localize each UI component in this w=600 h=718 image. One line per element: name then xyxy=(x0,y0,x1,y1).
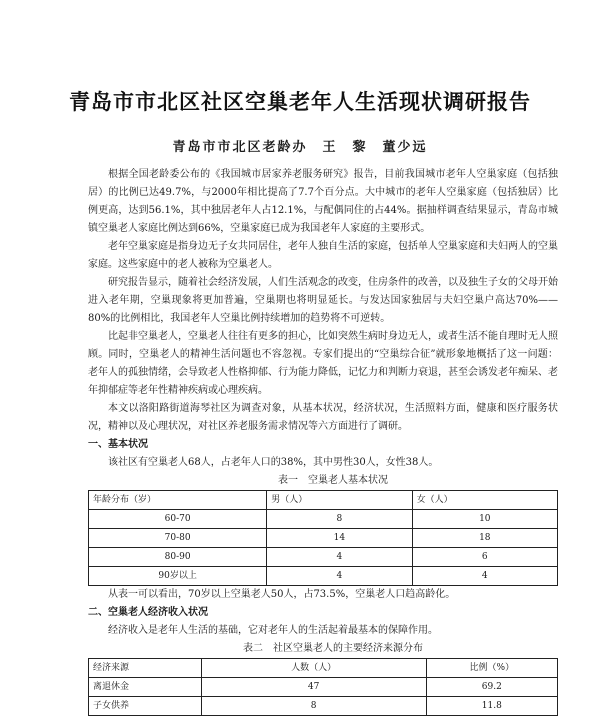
column-header: 男（人） xyxy=(267,491,412,510)
table-cell: 离退休金 xyxy=(89,678,202,697)
author-line: 青岛市市北区老龄办 王 黎 董少远 xyxy=(172,140,428,155)
table-header-row xyxy=(89,491,558,510)
income-source-table xyxy=(88,658,558,716)
table-cell: 10 xyxy=(412,510,557,529)
table-cell: 69.2 xyxy=(426,678,557,697)
table-cell: 6 xyxy=(412,548,557,567)
basic-status-table xyxy=(88,490,558,586)
column-header: 经济来源 xyxy=(89,659,202,678)
paragraph: 比起非空巢老人，空巢老人往往有更多的担心，比如突然生病时身边无人，或者生活不能自理时无人照顾。同时，空巢老人的精神生活问题也不容忽视。专家们提出的“空巢综合征”就形象地概括了这一问题：老年人的孤独情绪，会导致老人性格抑郁、行为能力降低，记忆力和判断力衰退，甚至会诱发老年痴呆、老年抑郁症等老年性精神疾病或心理疾病。 xyxy=(88,331,558,396)
table-cell: 8 xyxy=(267,510,412,529)
table-row xyxy=(89,548,558,567)
table-cell: 14 xyxy=(267,529,412,548)
table-row xyxy=(89,529,558,548)
paragraph: 从表一可以看出，70岁以上空巢老人50人，占73.5%，空巢老人口趋高龄化。 xyxy=(108,589,456,600)
paragraph: 研究报告显示，随着社会经济发展，人们生活观念的改变，住房条件的改善，以及独生子女的父母开始进入老年期，空巢现象将更加普遍，空巢期也将明显延长。与发达国家独居与夫妇空巢户高达70%——80%的比例相比，我国老年人空巢比例持续增加的趋势将不可逆转。 xyxy=(88,277,558,324)
table-cell: 4 xyxy=(412,567,557,586)
table-cell: 4 xyxy=(267,567,412,586)
table-cell: 子女供养 xyxy=(89,697,202,716)
paragraph: 该社区有空巢老人68人，占老年人口的38%，其中男性30人，女性38人。 xyxy=(108,457,439,468)
column-header: 女（人） xyxy=(412,491,557,510)
table-cell: 11.8 xyxy=(426,697,557,716)
report-body xyxy=(88,166,558,716)
paragraph: 经济收入是老年人生活的基础，它对老年人的生活起着最基本的保障作用。 xyxy=(108,625,438,636)
table-cell: 8 xyxy=(201,697,426,716)
table-cell: 60-70 xyxy=(89,510,267,529)
table-row xyxy=(89,510,558,529)
column-header: 年龄分布（岁） xyxy=(89,491,267,510)
table-cell: 4 xyxy=(267,548,412,567)
paragraph: 根据全国老龄委公布的《我国城市居家养老服务研究》报告，目前我国城市老年人空巢家庭（包括独居）的比例已达49.7%，与2000年相比提高了7.7个百分点。大中城市的老年人空巢家庭（包括独居）比例更高，达到56.1%，其中独居老年人占12.1%，与配偶同住的占44%。据抽样调查结果显示，青岛市城镇空巢老人家庭比例达到66%，空巢家庭已成为我国老年人家庭的主要形式。 xyxy=(88,169,558,234)
report-title: 青岛市市北区社区空巢老年人生活现状调研报告 xyxy=(69,89,531,114)
table-row xyxy=(89,697,558,716)
paragraph: 老年空巢家庭是指身边无子女共同居住，老年人独自生活的家庭，包括单人空巢家庭和夫妇两人的空巢家庭。这些家庭中的老人被称为空巢老人。 xyxy=(88,241,558,270)
table-caption: 表二 社区空巢老人的主要经济来源分布 xyxy=(243,643,423,654)
table-cell: 80-90 xyxy=(89,548,267,567)
paragraph: 本文以洛阳路街道海琴社区为调查对象，从基本状况，经济状况，生活照料方面，健康和医疗服务状况，精神以及心理状况，对社区养老服务需求情况等六方面进行了调研。 xyxy=(88,403,558,432)
table-cell: 18 xyxy=(412,529,557,548)
table-row xyxy=(89,678,558,697)
table-header-row xyxy=(89,659,558,678)
column-header: 比例（%） xyxy=(426,659,557,678)
column-header: 人数（人） xyxy=(201,659,426,678)
table-cell: 70-80 xyxy=(89,529,267,548)
section-heading-basic: 一、基本状况 xyxy=(88,439,148,450)
table-caption: 表一 空巢老人基本状况 xyxy=(278,475,388,486)
table-row xyxy=(89,567,558,586)
section-heading-income: 二、空巢老人经济收入状况 xyxy=(88,607,208,618)
table-cell: 90岁以上 xyxy=(89,567,267,586)
table-cell: 47 xyxy=(201,678,426,697)
